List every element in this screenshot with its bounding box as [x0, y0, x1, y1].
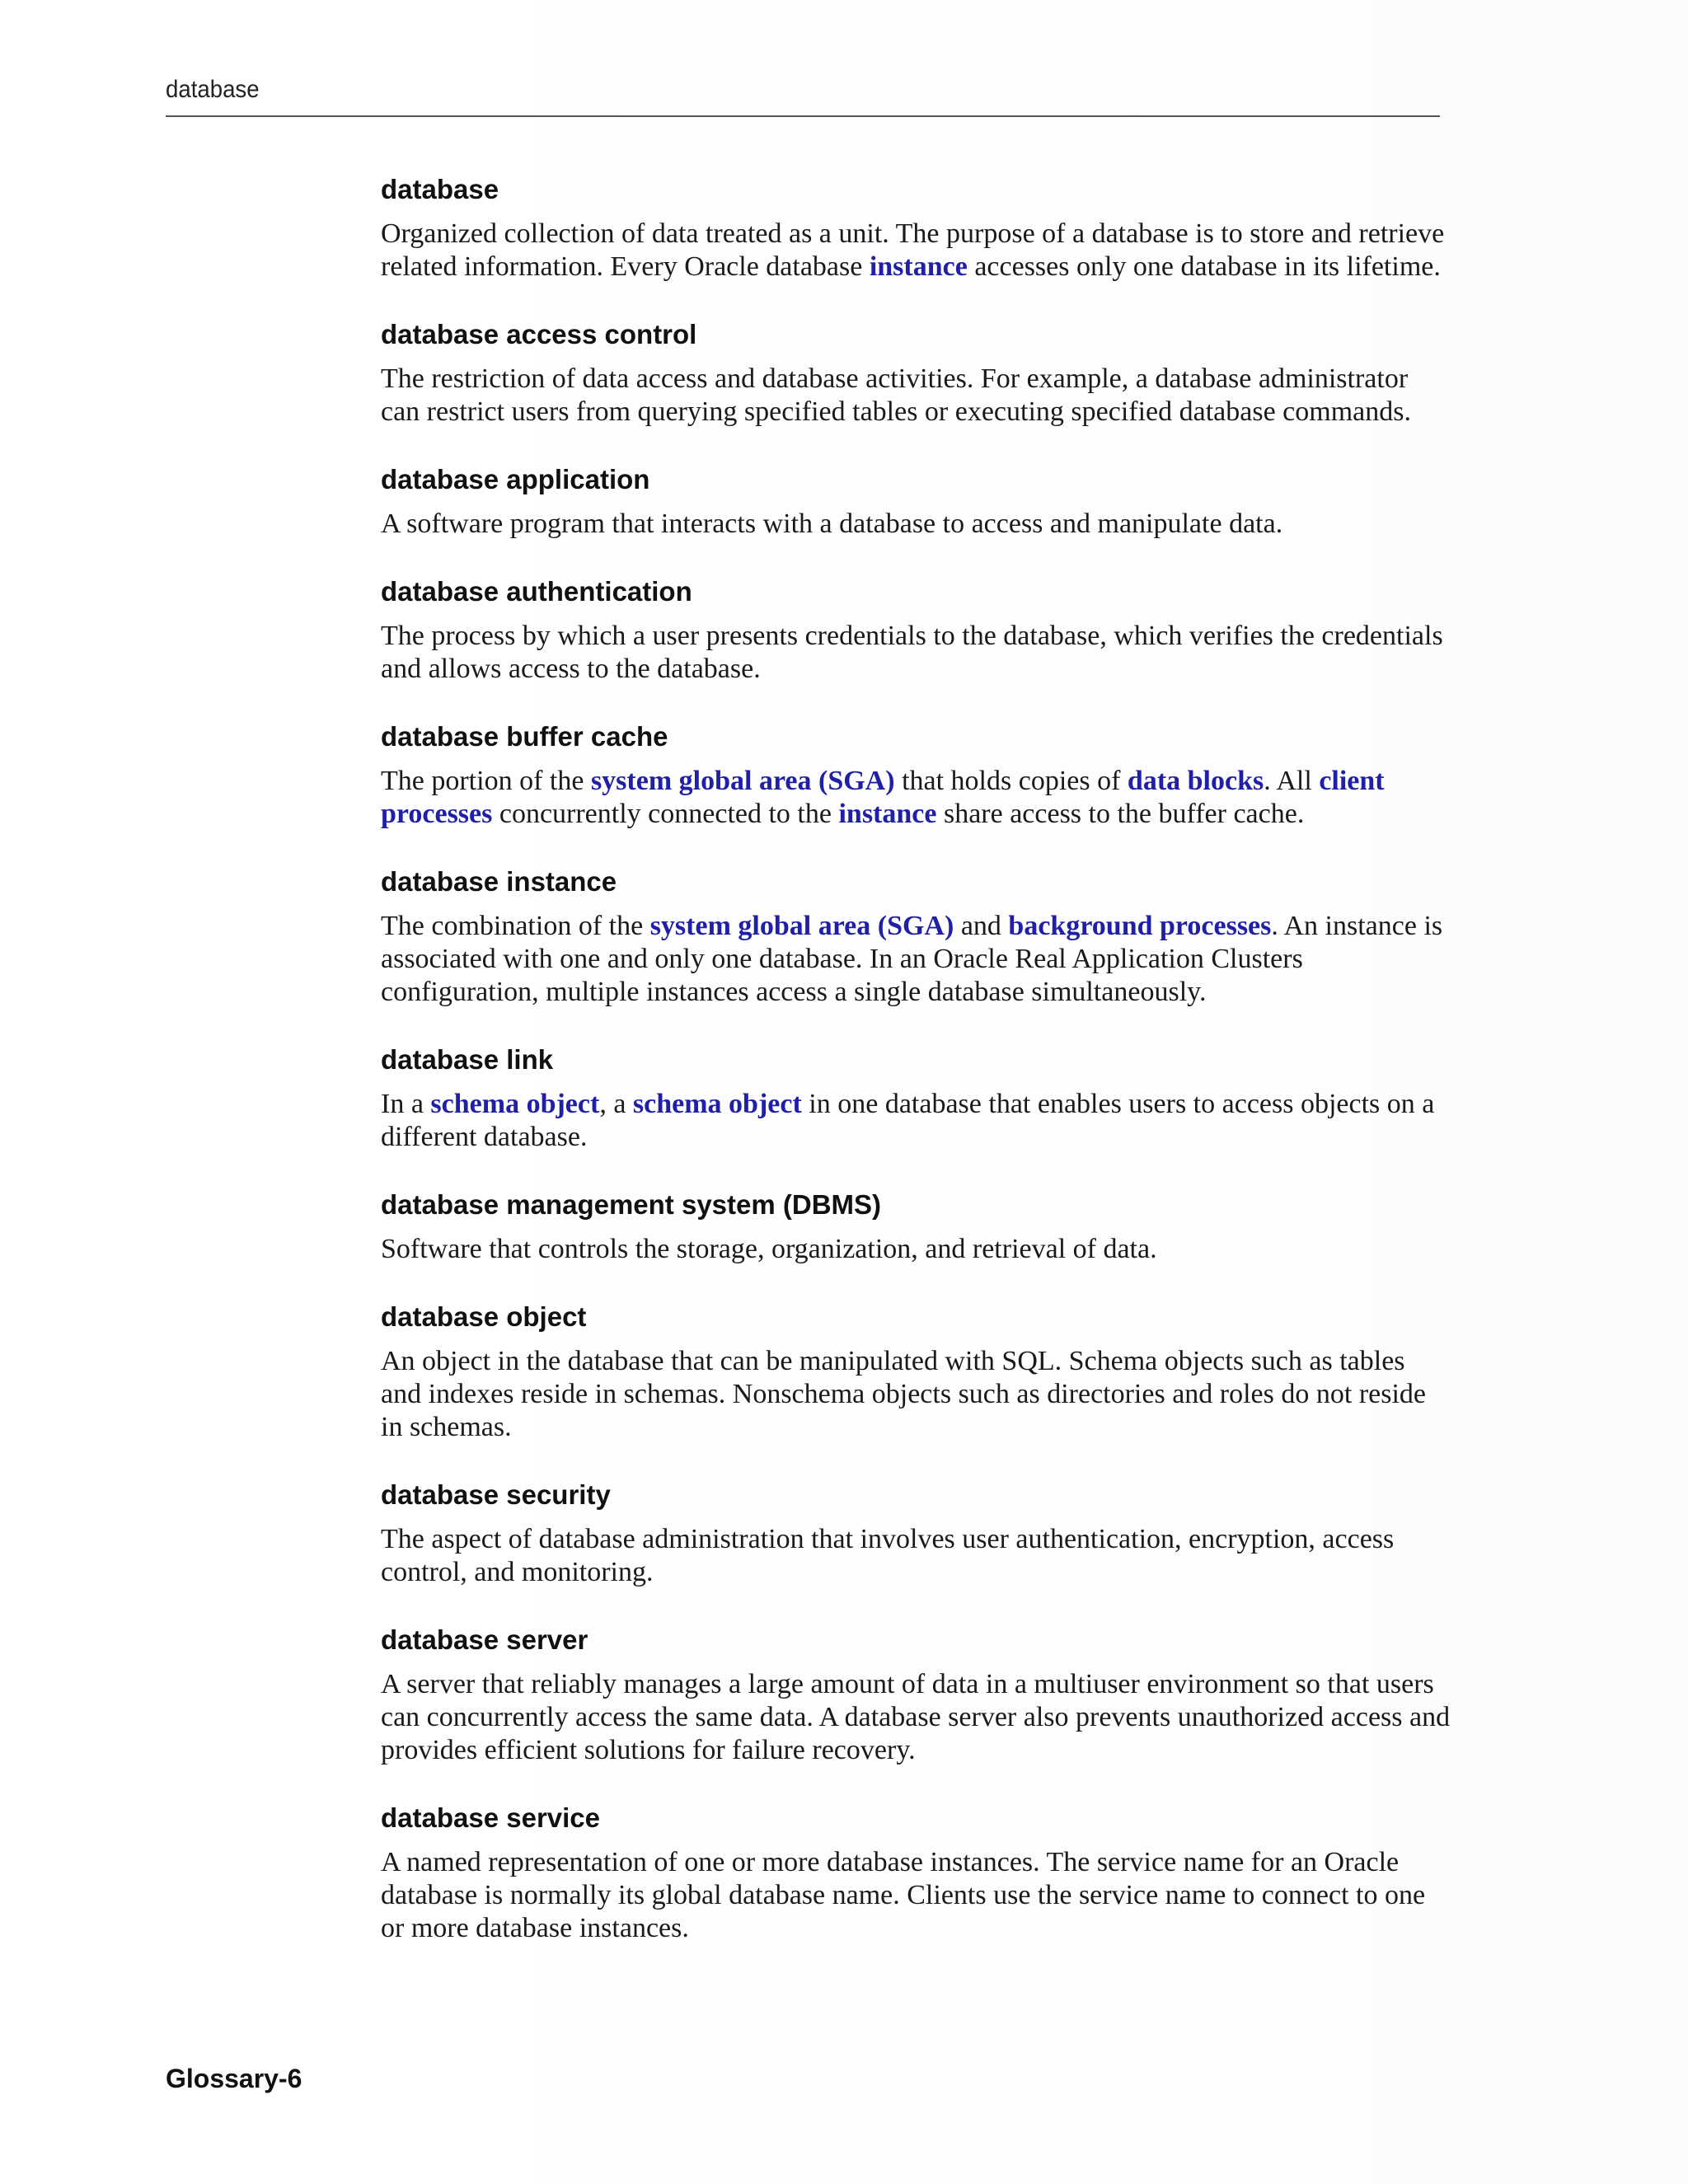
glossary-definition [381, 1345, 1452, 1444]
glossary-term: database application [381, 464, 650, 494]
glossary-definition [381, 1668, 1452, 1767]
definition-text: , a [599, 1089, 633, 1119]
glossary-definition [381, 765, 1452, 831]
glossary-list [381, 171, 1452, 1978]
glossary-entry [381, 171, 1452, 284]
definition-text: A named representation of one or more database instances. The service name for an Oracle database is normally its global database name. Clients use the service name to connect to one or more database instances. [381, 1847, 1426, 1943]
glossary-definition [381, 363, 1452, 429]
definition-text: that holds copies of [894, 766, 1128, 796]
glossary-term: database server [381, 1624, 588, 1655]
definition-text: accesses only one database in its lifetime. [967, 251, 1441, 282]
glossary-definition [381, 218, 1452, 284]
glossary-definition [381, 1846, 1452, 1945]
definition-text: The restriction of data access and database activities. For example, a database administrator can restrict users from querying specified tables or executing specified database commands. [381, 363, 1411, 427]
cross-reference-link[interactable]: client processes [381, 766, 1385, 829]
running-head: database [166, 76, 260, 103]
glossary-entry [381, 462, 1452, 541]
definition-text: . All [1264, 766, 1320, 796]
definition-text: The portion of the [381, 766, 591, 796]
glossary-entry [381, 1477, 1452, 1589]
glossary-entry [381, 1800, 1452, 1945]
definition-text: The process by which a user presents credentials to the database, which verifies the credentials and allows access to the database. [381, 621, 1443, 684]
glossary-term: database authentication [381, 576, 692, 607]
cross-reference-link[interactable]: system global area (SGA) [649, 911, 954, 941]
header-rule [166, 115, 1440, 117]
definition-text: . An instance is associated with one and only one database. In an Oracle Real Application Clusters configuration, multiple instances access a single database simultaneously. [381, 911, 1443, 1007]
glossary-term: database buffer cache [381, 721, 668, 752]
glossary-entry [381, 1622, 1452, 1767]
glossary-term: database access control [381, 319, 697, 349]
cross-reference-link[interactable]: background processes [1008, 911, 1272, 941]
definition-text: Software that controls the storage, organization, and retrieval of data. [381, 1234, 1157, 1264]
cross-reference-link[interactable]: data blocks [1127, 766, 1264, 796]
cross-reference-link[interactable]: schema object [430, 1089, 600, 1119]
glossary-term: database security [381, 1479, 611, 1510]
definition-text: The aspect of database administration that involves user authentication, encryption, access control, and monitoring. [381, 1524, 1395, 1587]
glossary-term: database [381, 174, 499, 204]
definition-text: and [954, 911, 1009, 941]
definition-text: in one database that enables users to access objects on a different database. [381, 1089, 1435, 1152]
definition-text: Organized collection of data treated as a unit. The purpose of a database is to store and retrieve related information. Every Oracle database [381, 218, 1445, 282]
cross-reference-link[interactable]: instance [869, 251, 968, 282]
glossary-definition [381, 910, 1452, 1009]
definition-text: A server that reliably manages a large amount of data in a multiuser environment so that users can concurrently access the same data. A database server also prevents unauthorized access and provides efficient solutions for failure recovery. [381, 1669, 1451, 1765]
glossary-definition [381, 508, 1452, 541]
definition-text: In a [381, 1089, 431, 1119]
glossary-entry [381, 574, 1452, 686]
glossary-entry [381, 1042, 1452, 1154]
cross-reference-link[interactable]: instance [838, 799, 937, 829]
definition-text: A software program that interacts with a database to access and manipulate data. [381, 509, 1283, 539]
definition-text: concurrently connected to the [492, 799, 839, 829]
glossary-entry [381, 316, 1452, 429]
glossary-entry [381, 1299, 1452, 1444]
glossary-definition [381, 620, 1452, 686]
glossary-definition [381, 1233, 1452, 1266]
definition-text: share access to the buffer cache. [936, 799, 1305, 829]
page-number: Glossary-6 [166, 2064, 302, 2093]
glossary-definition [381, 1523, 1452, 1589]
glossary-term: database link [381, 1044, 554, 1075]
glossary-term: database object [381, 1301, 587, 1332]
cross-reference-link[interactable]: schema object [632, 1089, 802, 1119]
glossary-entry [381, 719, 1452, 831]
glossary-entry [381, 1187, 1452, 1266]
glossary-entry [381, 864, 1452, 1009]
glossary-definition [381, 1088, 1452, 1154]
definition-text: The combination of the [381, 911, 650, 941]
glossary-term: database management system (DBMS) [381, 1189, 882, 1220]
glossary-term: database instance [381, 866, 617, 897]
cross-reference-link[interactable]: system global area (SGA) [590, 766, 895, 796]
definition-text: An object in the database that can be manipulated with SQL. Schema objects such as tables and indexes reside in schemas. Nonschema objects such as directories and roles do not reside in schemas. [381, 1346, 1427, 1442]
glossary-term: database service [381, 1802, 601, 1833]
